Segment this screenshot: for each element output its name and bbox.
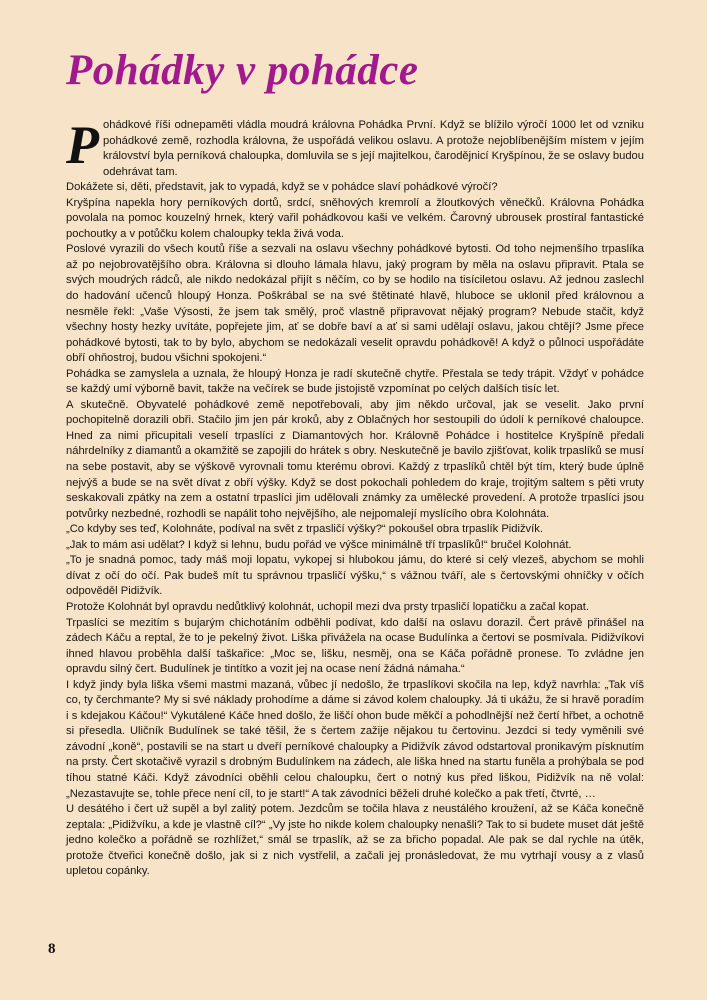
paragraph: Poslové vyrazili do všech koutů říše a sezvali na oslavu všechny pohádkové bytosti. Od toho nejmenšího trpaslíka až po nejobrovatějšího obra. Královna si dlouho lámala hlavu, jaký program by měla na oslavu připravit. Ptala se svých moudrých rádců, ale nikdo nedokázal přijít s něčím, co by se hodilo na tisíciletou oslavu. Až jednou zaslechl do hadování učenců hloupý Honza. Poškrábal se na své štětinaté hlavě, hluboce se uklonil před královnou a nesměle řekl: „Vaše Výsosti, že jsem tak smělý, proč vlastně připravovat nějaký program? Nebude stačit, když všechny hosty hezky uvítáte, popřejete jim, ať se dobře baví a ať si sami udělají oslavu, jakou chtějí? Jsme přece pohádkové bytosti, tak to by bylo, abychom se nedokázali veselit opravdu pohádkově! A když o půlnoci uspořádáte obří ohňostroj, budou všichni spokojeni.“ xyxy=(66,243,644,365)
paragraph: U desátého i čert už supěl a byl zalitý potem. Jezdcům se točila hlava z neustálého kroužení, až se Káča konečně zeptala: „Pidižvíku, a kde je vlastně cíl?“ „Vy jste ho nikde kolem chaloupky nenašli? Tak to si budete muset dát ještě jedno kolečko a pořádně se rozhlížet,“ smál se trpaslík, až se za břicho popadal. Ale pak se dal rychle na útěk, protože čtveřici konečně došlo, jak si z nich vystřelil, a začali jej pronásledovat, že mu vytrhají vousy a z vlasů upletou copánky. xyxy=(66,803,644,878)
paragraph: Kryšpína napekla hory perníkových dortů, srdcí, sněhových kremrolí a žloutkových věnečků. Královna Pohádka povolala na pomoc kouzelný hrnek, který vařil pohádkovou kaši ve velkém. Čarovný ubrousek prostíral fantastické pochoutky a v potůčku kolem chaloupky tekla živá voda. xyxy=(66,196,644,240)
paragraph: „Jak to mám asi udělat? I když si lehnu, budu pořád ve výšce minimálně tří trpaslíků!“ bručel Kolohnát. xyxy=(66,538,572,551)
paragraph: Dokážete si, děti, představit, jak to vypadá, když se v pohádce slaví pohádkové výročí? xyxy=(66,181,498,194)
paragraph: I když jindy byla liška všemi mastmi mazaná, vůbec jí nedošlo, že trpaslíkovi skočila na lep, když navrhla: „Tak víš co, ty čerchmante? My si své náklady prohodíme a dáme si závod kolem chaloupky. Já ti ukážu, že si hravě poradím i s kdejakou Káčou!“ Vykutálené Káče hned došlo, že liščí ohon bude měkčí a pohodlnější než čertí hřbet, a ochotně si přesedla. Uličník Budulínek se také těšil, že s čertem zažije nějakou tu čertovinu. Jezdci si tedy vyměnili své závodní „koně“, postavili se na start u dveří perníkové chaloupky a Pidižvík závod odstartoval pronikavým písknutím na prsty. Čert skotačivě vyrazil s drobným Budulínkem na zádech, ale liška hned na startu funěla a prohýbala se pod tíhou statné Káči. Když závodníci oběhli celou chaloupku, čert o notný kus před liškou, Pidižvík na ně volal: „Nezastavujte se, tohle přece není cíl, to je start!“ A tak závodníci běželi druhé kolečko a pak třetí, čtvrté, … xyxy=(66,678,644,800)
paragraph: Pohádka se zamyslela a uznala, že hloupý Honza je radí skutečně chytře. Přestala se tedy trápit. Vždyť v pohádce se každý umí výborně bavit, takže na večírek se bude jistojistě vzpomínat po celých dalších tisíc let. xyxy=(66,367,644,396)
paragraph-text: ohádkové říši odnepaměti vládla moudrá královna Pohádka První. Když se blížilo výročí 1000 let od vzniku pohádkové země, rozhodla královna, že uspořádá velikou oslavu. A protože nejoblíbenějším místem v jejím království byla perníková chaloupka, domluvila se s její majitelkou, čarodějnicí Kryšpínou, že se oslavy budou odehrávat tam. xyxy=(103,119,645,178)
paragraph: „Co kdyby ses teď, Kolohnáte, podíval na svět z trpasličí výšky?“ pokoušel obra trpaslík Pidižvík. xyxy=(66,523,543,536)
paragraph: A skutečně. Obyvatelé pohádkové země nepotřebovali, aby jim někdo určoval, jak se veselit. Jako první pochopitelně dorazili obři. Stačilo jim jen pár kroků, aby z Oblačných hor sestoupili do údolí k perníkové chaloupce. Hned za nimi přicupitali veselí trpaslíci z Diamantových hor. Královně Pohádce i hostitelce Kryšpíně předali náhrdelníky z diamantů a okamžitě se zapojili do hrátek s obry. Neskutečně je bavilo zjišťovat, kolik trpaslíků se musí na sebe postavit, aby se výškově vyrovnali tomu kterému obrovi. Každý z trpaslíků chtěl být tím, který bude úplně nejvýš a bude se na svět dívat z obří výšky. Když se dost pokochali pohledem do kraje, trojitým saltem s pěti vruty seskakovali zpátky na zem a ostatní trpaslíci jim udělovali známky za umělecké provedení. A protože trpaslíci jsou potvůrky nezbedné, rozhodli se napálit toho nejvějšího, ale nejpomalejí myslícího obra Kolohnáta. xyxy=(66,398,644,520)
paragraph: Protože Kolohnát byl opravdu nedůtklivý kolohnát, uchopil mezi dva prsty trpasličí lopatičku a začal kopat. xyxy=(66,600,589,613)
story-text xyxy=(66,115,645,880)
paragraph: „To je snadná pomoc, tady máš moji lopatu, vykopej si hlubokou jámu, do které si celý vlezeš, abychom se mohli dívat z očí do očí. Pak budeš mít tu správnou trpasličí výšku,“ s vážnou tváří, ale s čertovskými ohníčky v očích odpověděl Pidižvík. xyxy=(66,554,644,598)
drop-cap: P xyxy=(66,115,99,175)
paragraph xyxy=(66,115,645,180)
page-number: 8 xyxy=(48,941,56,957)
page-title: Pohádky v pohádce xyxy=(66,47,419,94)
paragraph: Trpaslíci se mezitím s bujarým chichotáním odběhli podívat, kdo další na oslavu dorazil. Čert právě přinášel na zádech Káču a reptal, že to je pekelný život. Liška přivážela na ocase Budulínka a čertovi se posmívala. Pidižvíkovi ihned hlavou proběhla další taškařice: „Moc se, lišku, nesměj, ona se Káča pořádně pronese. To zvládne jen opravdu silný čert. Budulínek je tintítko a vozit jej na ocase není žádná námaha.“ xyxy=(66,616,644,676)
